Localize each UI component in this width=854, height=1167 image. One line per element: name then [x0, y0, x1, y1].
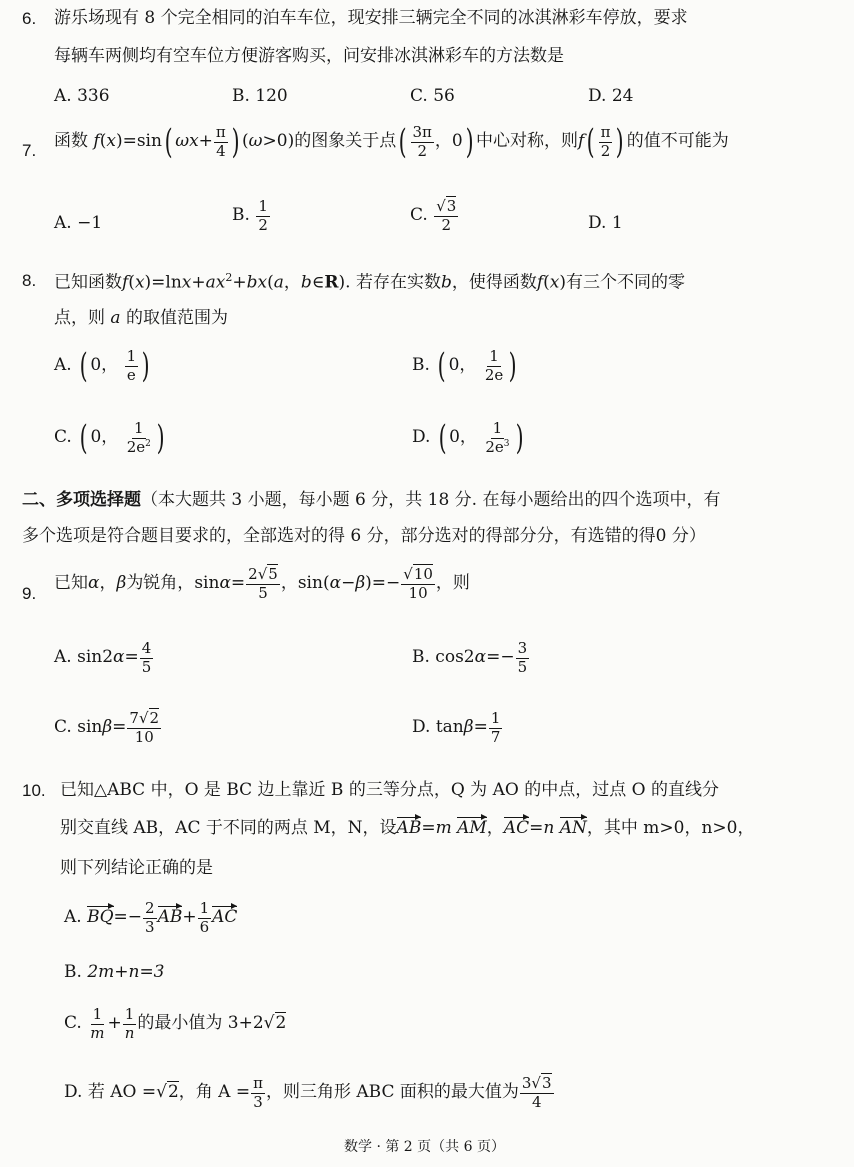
q8-option-d: D. ( 0， $\frac{1}{2e^3}$ ) — [412, 417, 524, 458]
q6-option-d: D. 24 — [588, 86, 634, 106]
q10-option-a: A. BQ=− $\frac{2}{3}$ AB+ $\frac{1}{6}$ AC — [64, 899, 238, 936]
q8-stem-line2: 点，则 a 的取值范围为 — [54, 308, 228, 328]
q6-stem-line1: 游乐场现有 8 个完全相同的泊车车位，现安排三辆完全不同的冰淇淋彩车停放，要求 — [54, 8, 688, 28]
q7-option-b: B. $\frac{1}{2}$ — [232, 197, 268, 234]
q10-option-b: B. 2m+n=3 — [64, 962, 165, 982]
q8-option-b: B. ( 0， $\frac{1}{2e}$ ) — [412, 345, 517, 386]
q7-option-d: D. 1 — [588, 213, 623, 233]
q6-option-b: B. 120 — [232, 86, 288, 106]
section2-instructions: 多个选项是符合题目要求的，全部选对的得 6 分，部分选对的得部分分，有选错的得0 分） — [22, 526, 706, 546]
q10-stem-line2: 别交直线 AB，AC 于不同的两点 M，N，设AB=m AM，AC=n AN，其中 m>0，n>0， — [60, 818, 755, 838]
q9-option-b: B. cos2α=− $\frac{3}{5}$ — [412, 639, 528, 676]
q9-option-d: D. tanβ= $\frac{1}{7}$ — [412, 709, 501, 746]
q7-option-c: C. $\frac{√3}{2}$ — [410, 197, 457, 234]
q10-stem-line1: 已知△ABC 中，O 是 BC 边上靠近 B 的三等分点，Q 为 AO 的中点，过点 O 的直线分 — [60, 780, 719, 800]
q7-option-a: A. −1 — [54, 213, 103, 233]
q8-option-a: A. ( 0， $\frac{1}{e}$ ) — [54, 345, 150, 386]
q6-option-c: C. 56 — [410, 86, 455, 106]
q8-option-c: C. ( 0， $\frac{1}{2e^2}$ ) — [54, 417, 165, 458]
q9-stem: 已知α，β为锐角，sinα= $\frac{2√5}{5}$ ，sin(α−β)=− $\frac{√10}{10}$ ，则 — [54, 565, 470, 602]
q8-number: 8. — [22, 271, 37, 290]
q10-option-d: D. 若 AO =√2，角 A = $\frac{\pi}{3}$ ，则三角形 ABC 面积的最大值为 $\frac{3√3}{4}$ — [64, 1074, 552, 1111]
q10-option-c: C. $\frac{1}{m}$ + $\frac{1}{n}$ 的最小值为 3+2√2 — [64, 1005, 287, 1042]
page-footer: 数学 · 第 2 页（共 6 页） — [344, 1139, 505, 1155]
q6-stem-line2: 每辆车两侧均有空车位方便游客购买，问安排冰淇淋彩车的方法数是 — [54, 46, 564, 66]
q10-stem-line3: 则下列结论正确的是 — [60, 858, 213, 878]
q7-number: 7. — [22, 141, 37, 160]
q7-stem: 函数 f(x)=sin( ωx+ $\frac{\pi}{4}$ ) (ω>0)的图象关于点( $\frac{3\pi}{2}$ ，0) 中心对称，则f( $\frac{\pi}{2}$ ) 的值不可能为 — [54, 121, 729, 162]
q6-number: 6. — [22, 9, 37, 28]
q6-option-a: A. 336 — [54, 86, 110, 106]
q10-number: 10. — [22, 781, 46, 800]
q8-stem-line1: 已知函数$f(x)=\ln x+ax^2+bx(a$，b∈R). 若存在实数b，使得函数f(x)有三个不同的零 — [54, 271, 686, 293]
q9-number: 9. — [22, 584, 37, 603]
q9-option-c: C. sinβ= $\frac{7√2}{10}$ — [54, 709, 160, 746]
section2-header: 二、多项选择题（本大题共 3 小题，每小题 6 分，共 18 分. 在每小题给出的四个选项中，有 — [22, 490, 721, 510]
q9-option-a: A. sin2α= $\frac{4}{5}$ — [54, 639, 152, 676]
